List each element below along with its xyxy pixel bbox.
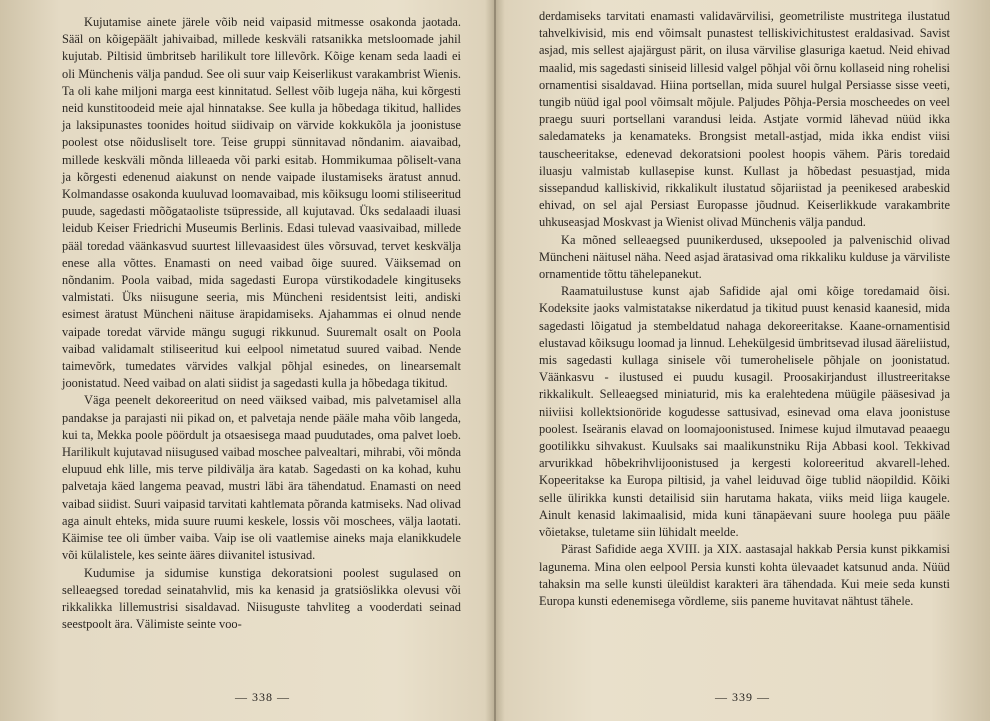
page-number: — 338 — (235, 690, 290, 704)
page-number: — 339 — (715, 690, 770, 704)
paragraph: Raamatuilustuse kunst ajab Safidide ajal omi kõige toredamaid õisi. Kodeksite jaoks valmistatakse nikerdatud ja tikitud puust kenasid kaanesid, mida sagedasti lõigatud ja stembeldatud nahaga dekoreeritakse. Kaane-ornamentisid elustavad kõiksugu loomad ja linnud. Lehekülgesid ümbritsevad ilusad ääreliistud, mis sagedasti kullaga sinisele või tumerohelisele põhjale on joonistatud. Väänkasvu - ilustused ei puudu kusagil. Proosakirjandust illustreeritakse rikkalikult. Selleaegsed miniaturid, mis ka eralehtedena müügile pääsesivad ja niiviisi kollektsionöride kogudesse sattusivad, esinevad oma elava joonistuse poolest. Iseäranis elavad on loomajoonistused. Inimese kujud ilmutavad peaaegu gootilikku sihvakust. Kuulsaks sai maalikunstniku Rija Abbasi kool. Tekkivad arvurikkad hõbekrihvlijoonistused ja kergesti koloreeritud akvarell-lehed. Kopeeritakse ka Europa piltisid, ja vahel leiduvad õige tublid näopildid. Kõiki selle ülirikka kunsti detailisid siin harutama hakata, viiks meid liiga kaugele. Ainult kenasid lakimaalisid, mida kuni tänapäevani suure hoolega puu pääle võietakse, tuletame siin lühidalt meelde. (539, 284, 950, 540)
paragraph: Pärast Safidide aega XVIII. ja XIX. aastasajal hakkab Persia kunst pikkamisi lagunema. Mina olen eelpool Persia kunsti kohta ülevaadet katsunud anda. Nüüd tahaksin ma selle kunsti üleüldist karakteri ära tähendada. Kui meie seda kunsti Europa kunsti edenemisega võrdleme, siis paneme huvitavat nähtust tähele. (539, 542, 950, 608)
paragraph: Ka mõned selleaegsed puunikerdused, uksepooled ja palvenischid olivad Müncheni näitusel näha. Need asjad äratasivad oma rikkaliku kulduse ja värviliste ornamentide tõttu tähelepanekut. (539, 232, 950, 282)
paragraph: Väga peenelt dekoreeritud on need väiksed vaibad, mis palvetamisel alla pandakse ja parajasti nii pikad on, et palvetaja nende pääle maha võib langeda, kui ta, Mekka poole pöördult ja otsaesisega maad puudutades, oma palvet loeb. Harilikult kujutavad niisugused vaibad moschee palvealtari, mihrabi, või mõnda elupuud ehk lille, mis terve pildivälja ära katab. Sagedasti on ka kohad, kuhu palvetaja käed langema peavad, mustri läbi ära tähendatud. Enamasti on need vaibad siidist. Suuri vaipasid tarvitati kahtlemata põranda katmiseks. Nad olivad aga ainult ehteks, mida suure ruumi keskele, lossis või moschees, välja laotati. Käimise tee oli ümber vaiba. Vaip ise oli vaatlemise aineks maja elanikkudele või külalistele, kes seinte ääres diivanitel istusivad. (62, 393, 461, 563)
paragraph-continued: derdamiseks tarvitati enamasti validavärvilisi, geometriliste mustritega ilustatud tahvelkivisid, mis end võimsalt punastest telliskivichitustest eraldasivad. Savist asjad, mis sellest ajajärgust pärit, on ilusa värvilise glasuriga kaetud. Neid ehivad maalid, mis sagedasti siniseid lillesid valgel põhjal või õrnu kollaseid ning rohelisi ornamentisi sisaldavad. Hiina portsellan, mida suurel hulgal Persiasse sisse veeti, tungib nüüd igal pool võimsalt mõjule. Paljudes Põhja-Persia moscheedes on veel praegu suuri portsellani varandusi leida. Astjate vormid lähevad nüüd ikka saledamateks ja kenamateks. Brongsist metall-astjad, mida ikka endist viisi tauscheeritakse, edenevad dekoratsioni poolest hoopis vähem. Päris toredaid iluasju valmistab kullasepise kunst. Kullast ja hõbedast pesuastjad, mida sissepandud kalliskivid, rikkalikult ilustatud sõjariistad ja peenikesed arabeskid ehivad, on sel ajal Persiast Europasse jõudnud. Keiserlikkude varakambrite uhkuseasjad Moskvast ja Wienist olivad Münchenis välja pandud. (539, 9, 950, 230)
paragraph: Kudumise ja sidumise kunstiga dekoratsioni poolest sugulased on selleaegsed toredad seinatahvlid, mis ka kenasid ja gratsiöslikka olevusi või rikkalikka lillemustrisi sisaldavad. Niisuguste tahvliteg a vooderdati seinad seestpoolt ära. Välimiste seinte voo- (62, 565, 461, 632)
right-page (495, 0, 990, 721)
right-page-text (539, 8, 950, 610)
left-page-text (62, 14, 461, 633)
paragraph: Kujutamise ainete järele võib neid vaipasid mitmesse osakonda jaotada. Sääl on kõigepäält jahivaibad, millede keskväli ratsanikka metsloomade jahil kujutab. Piltisid ümbritseb harilikult tore lillevõrk. Kõige kenam seda laadi ei oli Münchenis välja pandud. See oli suur vaip Keiserlikust varakambrist Wienis. Ta oli kahe miljoni marga eest kinnitatud. Sellest võib lugeja näha, kui kõrgesti neid kunstitoodeid meie ajal hinnatakse. See kulla ja hõbedaga tikitud, hallides ja laksipunastes toonides hoitud siidivaip on värvide kokkukõla ja joonistuse poolest otse nõidusliselt tore. Teise gruppi sünnitavad nõndanim. aiavaibad, millede keskväli mõnda lilleaeda või parki esitab. Hommikumaa põliselt-vana ja kõrgesti edenenud aiakunst on nende vaipade ilustamiseks äratust annud. Kolmandasse osakonda kuuluvad loomavaibad, mis kõiksugu loomi stiliseeritud puude, sagedasti mõõgataoliste tsüpresside, all kujutavad. Üks sedalaadi iluasi leidub Keiser Friedrichi Museumis Berlinis. Edasi tulevad vaasivaibad, millede pääl toredad väänkasvud suurtest lillevaasidest üles võrsuvad, tervet keskvälja enese alla võttes. Enamasti on need vaibad õige suured. Väiksemad on nõndanim. Poola vaibad, mida sagedasti Europa vürstikodadele kingituseks valmistati. Üks niisugune seeria, mis Müncheni residentsist leiti, andiski esimest äratust Müncheni näituse ärapidamiseks. Ajahammas ei olnud nende vaipade toredat värvide mängu sugugi rikkunud. Suuremalt osalt on Poola vaibad validamalt stiliseeritud kui eelpool nimetatud suured vaibad. Nende taimevõrk, tumedates värvides valkjal põhjal esinedes, on linearsemalt joonistatud. Need vaibad on alati siidist ja sagedasti kulla ja hõbedaga tikitud. (62, 15, 461, 391)
